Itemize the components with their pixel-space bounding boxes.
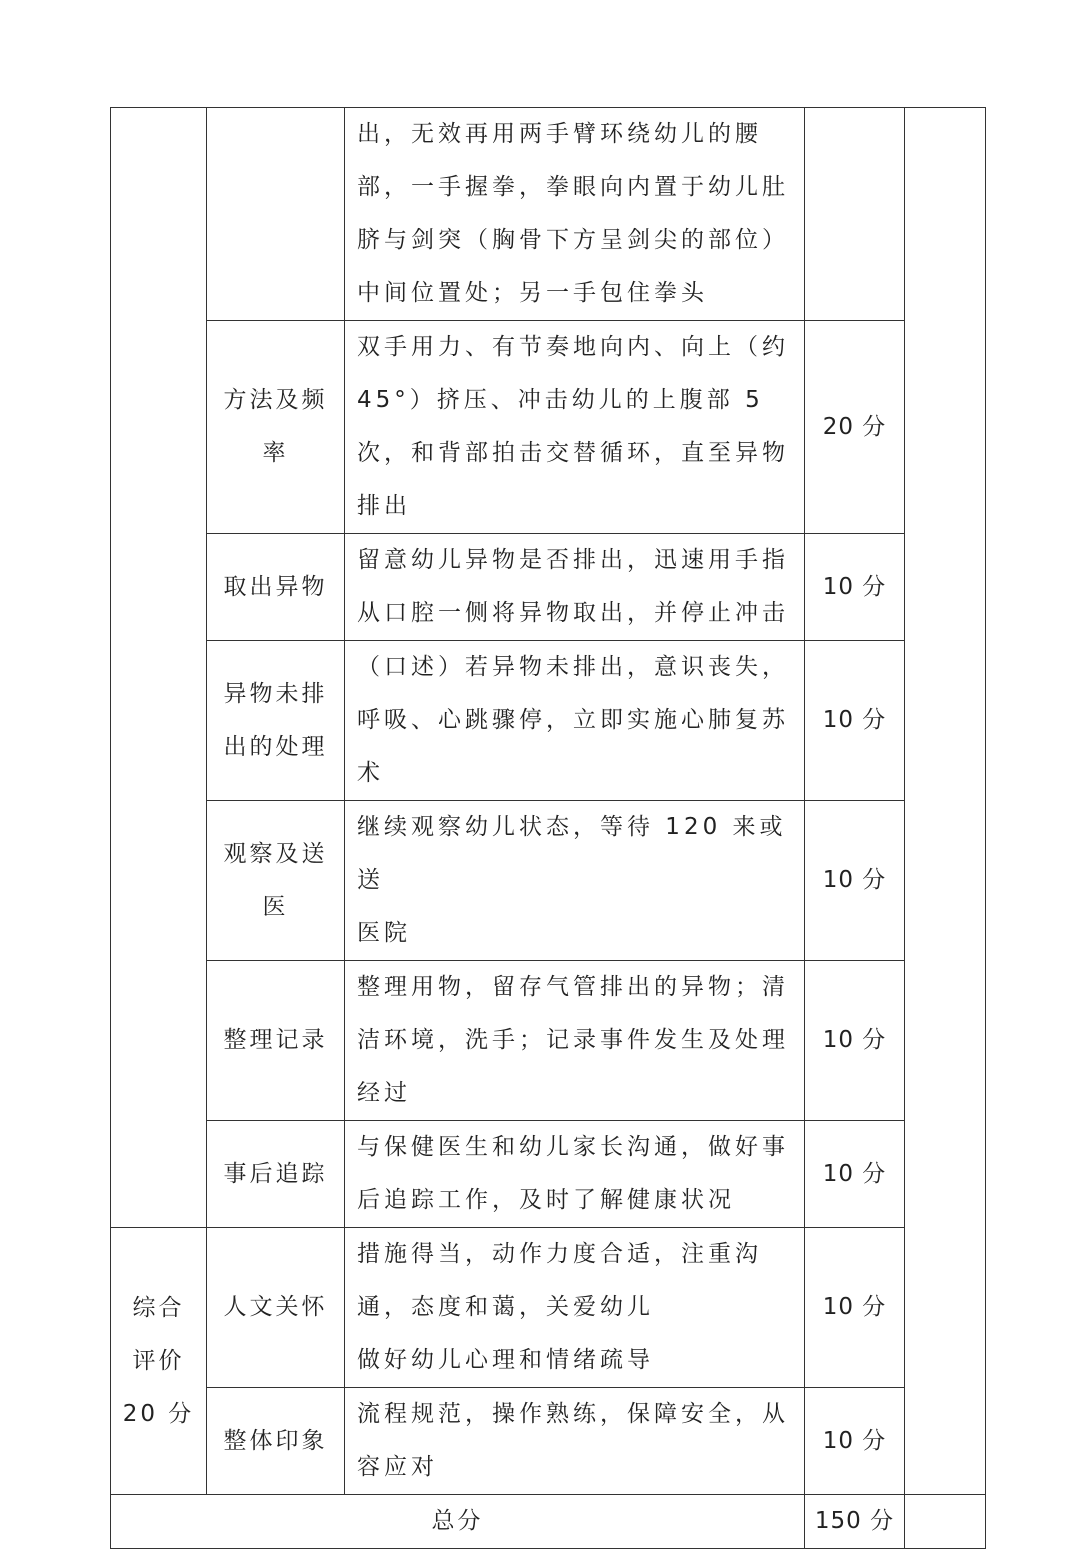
category-cell-overall: 综合 评价 20 分: [111, 1228, 207, 1495]
score-cell: 10 分: [805, 1388, 905, 1495]
item-cell: 整体印象: [207, 1388, 345, 1495]
table-row: [111, 1388, 986, 1495]
table-row: [111, 641, 986, 801]
total-label: 总分: [111, 1495, 805, 1549]
total-remarks-cell: [905, 1495, 986, 1549]
table-row: [111, 801, 986, 961]
description-cell: （口述）若异物未排出，意识丧失， 呼吸、心跳骤停，立即实施心肺复苏 术: [345, 641, 805, 801]
item-cell: 人文关怀: [207, 1228, 345, 1388]
item-cell: 方法及频 率: [207, 321, 345, 534]
table-row: [111, 1228, 986, 1388]
total-score: 150 分: [805, 1495, 905, 1549]
remarks-column: [905, 108, 986, 1495]
description-cell: 出，无效再用两手臂环绕幼儿的腰 部，一手握拳，拳眼向内置于幼儿肚 脐与剑突（胸骨下方呈剑尖的部位） 中间位置处；另一手包住拳头: [345, 108, 805, 321]
description-cell: 流程规范，操作熟练，保障安全，从 容应对: [345, 1388, 805, 1495]
description-cell: 措施得当，动作力度合适，注重沟 通，态度和蔼，关爱幼儿 做好幼儿心理和情绪疏导: [345, 1228, 805, 1388]
description-cell: 继续观察幼儿状态，等待 120 来或送 医院: [345, 801, 805, 961]
description-cell: 双手用力、有节奏地向内、向上（约 45°）挤压、冲击幼儿的上腹部 5 次，和背部拍击交替循环，直至异物 排出: [345, 321, 805, 534]
table-row: [111, 1121, 986, 1228]
item-cell: 事后追踪: [207, 1121, 345, 1228]
score-cell: 10 分: [805, 1121, 905, 1228]
item-cell: 取出异物: [207, 534, 345, 641]
description-cell: 整理用物，留存气管排出的异物；清 洁环境，洗手；记录事件发生及处理 经过: [345, 961, 805, 1121]
score-cell: [805, 108, 905, 321]
score-cell: 10 分: [805, 534, 905, 641]
item-cell: 整理记录: [207, 961, 345, 1121]
table-row: [111, 961, 986, 1121]
description-cell: 留意幼儿异物是否排出，迅速用手指 从口腔一侧将异物取出，并停止冲击: [345, 534, 805, 641]
score-cell: 10 分: [805, 641, 905, 801]
score-cell: 10 分: [805, 961, 905, 1121]
scoring-table: [110, 107, 986, 1549]
description-cell: 与保健医生和幼儿家长沟通，做好事 后追踪工作，及时了解健康状况: [345, 1121, 805, 1228]
score-cell: 10 分: [805, 801, 905, 961]
category-cell-first-aid: [111, 108, 207, 1228]
score-cell: 10 分: [805, 1228, 905, 1388]
score-cell: 20 分: [805, 321, 905, 534]
item-cell: 异物未排 出的处理: [207, 641, 345, 801]
item-cell: 观察及送 医: [207, 801, 345, 961]
item-cell: [207, 108, 345, 321]
total-row: [111, 1495, 986, 1549]
table-row: [111, 534, 986, 641]
table-row: [111, 108, 986, 321]
table-row: [111, 321, 986, 534]
